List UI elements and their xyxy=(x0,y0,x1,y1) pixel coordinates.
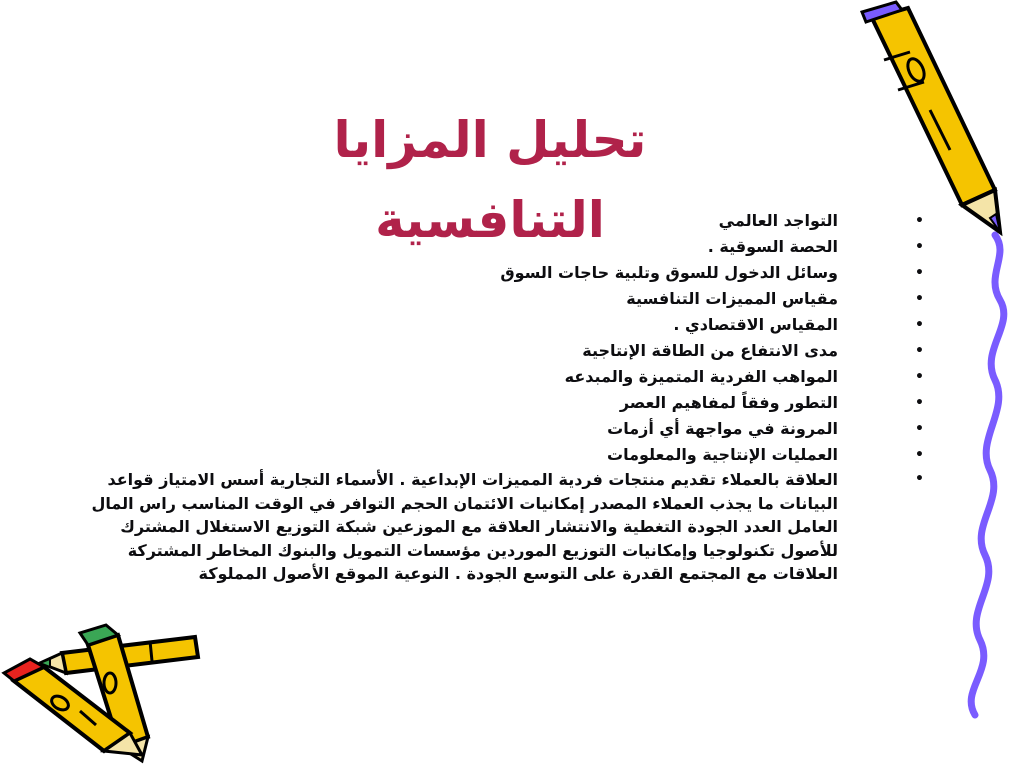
bullet-dot: • xyxy=(915,447,924,463)
bullet-text: المواهب الفردية المتميزة والمبدعه xyxy=(564,367,838,386)
bullet-dot: • xyxy=(915,421,924,437)
bullet-dot: • xyxy=(915,213,924,229)
bullet-dot: • xyxy=(915,395,924,411)
slide-title: تحليل المزايا التنافسية xyxy=(333,111,647,249)
bullet-text: مدى الانتفاع من الطاقة الإنتاجية xyxy=(582,341,838,360)
bullet-text: التواجد العالمي xyxy=(718,211,838,230)
bullet-dot: • xyxy=(915,291,924,307)
bullet-item xyxy=(80,312,942,338)
bullet-text: العمليات الإنتاجية والمعلومات xyxy=(607,445,838,464)
bullet-item xyxy=(80,260,942,286)
bullet-text: التطور وفقاً لمفاهيم العصر xyxy=(619,393,838,412)
bullet-text: مقياس المميزات التنافسية xyxy=(626,289,838,308)
bullet-dot: • xyxy=(915,369,924,385)
squiggle-line xyxy=(971,235,1004,715)
bullet-dot: • xyxy=(915,471,924,487)
bullet-dot: • xyxy=(915,239,924,255)
bullet-item xyxy=(80,364,942,390)
bullet-dot: • xyxy=(915,265,924,281)
bullet-text: العلاقة بالعملاء تقديم منتجات فردية المميزات الإبداعية . الأسماء التجارية أسس الامتياز قواعد البيانات ما يجذب العملاء المصدر إمكانيات الائتمان الحجم التوافر في الوقت المناسب راس المال العامل العدد الجودة التغطية والانتشار العلاقة مع الموزعين شبكة التوزيع الاستغلال المشترك للأصول تكنولوجيا وإمكانيات التوزيع الموردين مؤسسات التمويل والبنوك المخاطر المشتركة العلاقات مع المجتمع القدرة على التوسع الجودة . النوعية الموقع الأصول المملوكة xyxy=(91,470,838,583)
bullet-text: المقياس الاقتصادي . xyxy=(673,315,838,334)
bullet-item xyxy=(80,338,942,364)
bullet-list xyxy=(80,208,942,586)
bullet-dot: • xyxy=(915,343,924,359)
bullet-item xyxy=(80,416,942,442)
bullet-dot: • xyxy=(915,317,924,333)
bullet-item xyxy=(80,234,942,260)
bullet-item xyxy=(80,468,942,586)
bullet-text: الحصة السوقية . xyxy=(707,237,838,256)
bullet-item xyxy=(80,286,942,312)
bullet-item xyxy=(80,390,942,416)
pencil-icon xyxy=(862,2,1000,232)
bullet-text: وسائل الدخول للسوق وتلبية حاجات السوق xyxy=(500,263,838,282)
bullet-item xyxy=(80,442,942,468)
crossed-pencils-clipart xyxy=(0,615,210,765)
bullet-item xyxy=(80,208,942,234)
bullet-text: المرونة في مواجهة أي أزمات xyxy=(607,419,838,438)
